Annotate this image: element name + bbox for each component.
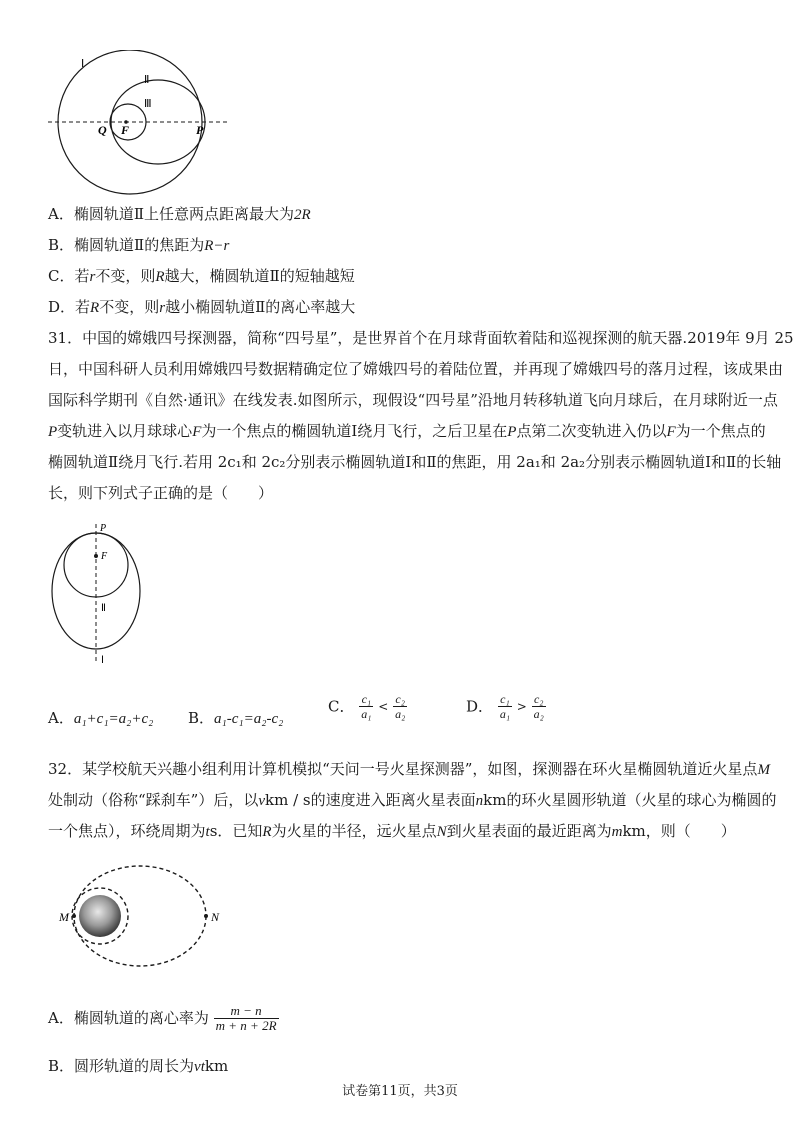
option-letter: B．: [48, 1057, 75, 1075]
math-r: R: [262, 824, 272, 840]
comparison-operator: >: [516, 699, 527, 714]
math-p: P: [48, 424, 58, 440]
label-M: M: [59, 910, 69, 924]
fraction: [498, 692, 512, 721]
page-footer: 试卷第11页，共3页: [342, 1084, 458, 1099]
option-letter: D．: [466, 697, 494, 716]
option-math: a₁+c₁=a₂+c₂: [73, 711, 154, 727]
mars-planet: [79, 895, 121, 937]
numerator: m − n: [214, 1004, 279, 1019]
figure-orbits-1: [48, 50, 228, 200]
option-letter: D．: [48, 298, 76, 316]
option-text: 椭圆轨道的离心率为: [73, 1009, 209, 1027]
unit: km: [483, 791, 507, 809]
math-t: t: [205, 824, 210, 840]
stem-text: 点第二次变轨进入仍以: [516, 422, 667, 440]
q32-option-b[interactable]: [48, 1055, 228, 1078]
option-letter: C．: [48, 267, 75, 285]
q30-option-d[interactable]: [48, 296, 355, 319]
stem-text: km，则（ ）: [622, 822, 736, 840]
option-math: a₁-c₁=a₂-c₂: [214, 711, 284, 727]
denominator: m + n + 2R: [215, 1018, 277, 1033]
q31-stem-line-4: [48, 420, 766, 443]
option-math: R−r: [204, 238, 230, 254]
q31-option-b[interactable]: [188, 707, 283, 730]
q32-option-a[interactable]: [48, 1004, 279, 1033]
option-text: 不变，则: [99, 298, 160, 316]
q31-stem-line-2: 日，中国科研人员利用嫦娥四号数据精确定位了嫦娥四号的着陆位置，并再现了嫦娥四号的落月过程，该成果由: [48, 360, 784, 378]
stem-text: ．已知: [217, 822, 263, 840]
point-m: [72, 914, 76, 918]
label-I: Ⅰ: [101, 655, 104, 666]
label-N: N: [211, 910, 220, 924]
numerator: c₁: [498, 692, 512, 707]
unit: km / s: [265, 791, 311, 809]
stem-text: 处制动（俗称“踩刹车”）后，以: [48, 791, 259, 809]
figure-orbits-2: [48, 518, 148, 668]
label-P: P: [100, 523, 107, 534]
math-p: P: [507, 424, 517, 440]
option-letter: B．: [188, 709, 215, 727]
q30-option-a[interactable]: [48, 203, 311, 226]
q31-option-d[interactable]: [466, 692, 546, 721]
comparison-operator: <: [378, 699, 389, 714]
math-v: v: [258, 793, 266, 809]
unit: s: [209, 822, 218, 840]
q31-stem-line-5: 椭圆轨道Ⅱ绕月飞行.若用 2c₁和 2c₂分别表示椭圆轨道Ⅰ和Ⅱ的焦距，用 2a₁和 2a₂分别表示椭圆轨道Ⅰ和Ⅱ的长轴: [48, 453, 782, 471]
stem-text: 为一个焦点的椭圆轨道Ⅰ绕月飞行，之后卫星在: [201, 422, 508, 440]
option-text: 圆形轨道的周长为: [74, 1057, 195, 1075]
fraction: [393, 692, 407, 721]
stem-text: 为一个焦点的: [675, 422, 766, 440]
q31-stem-line-1: 31．中国的嫦娥四号探测器，简称“四号星”，是世界首个在月球背面软着陆和巡视探测的航天器.2019年 9月 25: [48, 329, 794, 347]
label-II: Ⅱ: [101, 603, 106, 614]
math-n: n: [475, 793, 484, 809]
label-I: Ⅰ: [81, 58, 85, 70]
stem-text: 为火星的半径，远火星点: [271, 822, 437, 840]
label-F: F: [101, 551, 108, 562]
math-n-point: N: [436, 824, 447, 840]
q30-option-c[interactable]: [48, 265, 355, 288]
numerator: c₁: [359, 692, 373, 707]
label-P: P: [196, 123, 204, 137]
q30-option-b[interactable]: [48, 234, 229, 257]
option-text: 椭圆轨道Ⅱ的焦距为: [74, 236, 205, 254]
option-text: 不变，则: [95, 267, 156, 285]
q31-option-a[interactable]: [48, 707, 153, 730]
math-m: M: [757, 762, 770, 778]
option-letter: A．: [48, 205, 74, 223]
denominator: a₁: [361, 707, 372, 721]
option-letter: A．: [48, 1009, 74, 1027]
option-math: 2R: [294, 207, 311, 223]
q31-stem-line-6: 长，则下列式子正确的是（ ）: [48, 484, 274, 502]
label-Q: Q: [98, 123, 107, 137]
option-text: 椭圆轨道Ⅱ上任意两点距离最大为: [73, 205, 295, 223]
label-F: F: [121, 123, 130, 137]
denominator: a₂: [395, 707, 406, 721]
q32-stem-line-3: [48, 820, 736, 843]
point-n: [204, 914, 208, 918]
stem-text: 32．某学校航天兴趣小组利用计算机模拟“天问一号火星探测器”，如图，探测器在环火星椭圆轨道近火星点: [48, 760, 758, 778]
option-letter: B．: [48, 236, 75, 254]
fraction: [532, 692, 546, 721]
option-text: 越大，椭圆轨道Ⅱ的短轴越短: [164, 267, 355, 285]
q32-stem-line-2: [48, 789, 776, 812]
denominator: a₂: [533, 707, 544, 721]
stem-text: 变轨进入以月球球心: [57, 422, 193, 440]
focus-point: [94, 554, 98, 558]
fraction: [214, 1004, 279, 1033]
option-math: r: [89, 269, 96, 285]
option-text: 越小椭圆轨道Ⅱ的离心率越大: [165, 298, 356, 316]
denominator: a₁: [499, 707, 510, 721]
figure-mars-orbits: [48, 860, 248, 970]
unit: km: [204, 1057, 229, 1075]
label-II: Ⅱ: [144, 74, 150, 86]
stem-text: 一个焦点），环绕周期为: [48, 822, 206, 840]
option-math: vt: [194, 1059, 205, 1075]
option-letter: A．: [48, 709, 74, 727]
stem-text: 的速度进入距离火星表面: [310, 791, 476, 809]
option-math: R: [155, 269, 165, 285]
stem-text: 到火星表面的最近距离为: [446, 822, 612, 840]
q32-stem-line-1: [48, 758, 770, 781]
numerator: c₂: [393, 692, 407, 707]
option-text: 若: [75, 298, 91, 316]
option-letter: C．: [328, 697, 355, 716]
label-III: Ⅲ: [144, 98, 152, 110]
q31-option-c[interactable]: [328, 692, 407, 721]
stem-text: 的环火星圆形轨道（火星的球心为椭圆的: [506, 791, 777, 809]
option-math: R: [90, 300, 100, 316]
math-f: F: [666, 424, 676, 440]
fraction: [359, 692, 373, 721]
math-f: F: [192, 424, 202, 440]
math-m: m: [611, 824, 623, 840]
numerator: c₂: [532, 692, 546, 707]
q31-stem-line-3: 国际科学期刊《自然·通讯》在线发表.如图所示，现假设“四号星”沿地月转移轨道飞向月球后，在月球附近一点: [48, 391, 778, 409]
option-math: r: [159, 300, 166, 316]
option-text: 若: [74, 267, 90, 285]
